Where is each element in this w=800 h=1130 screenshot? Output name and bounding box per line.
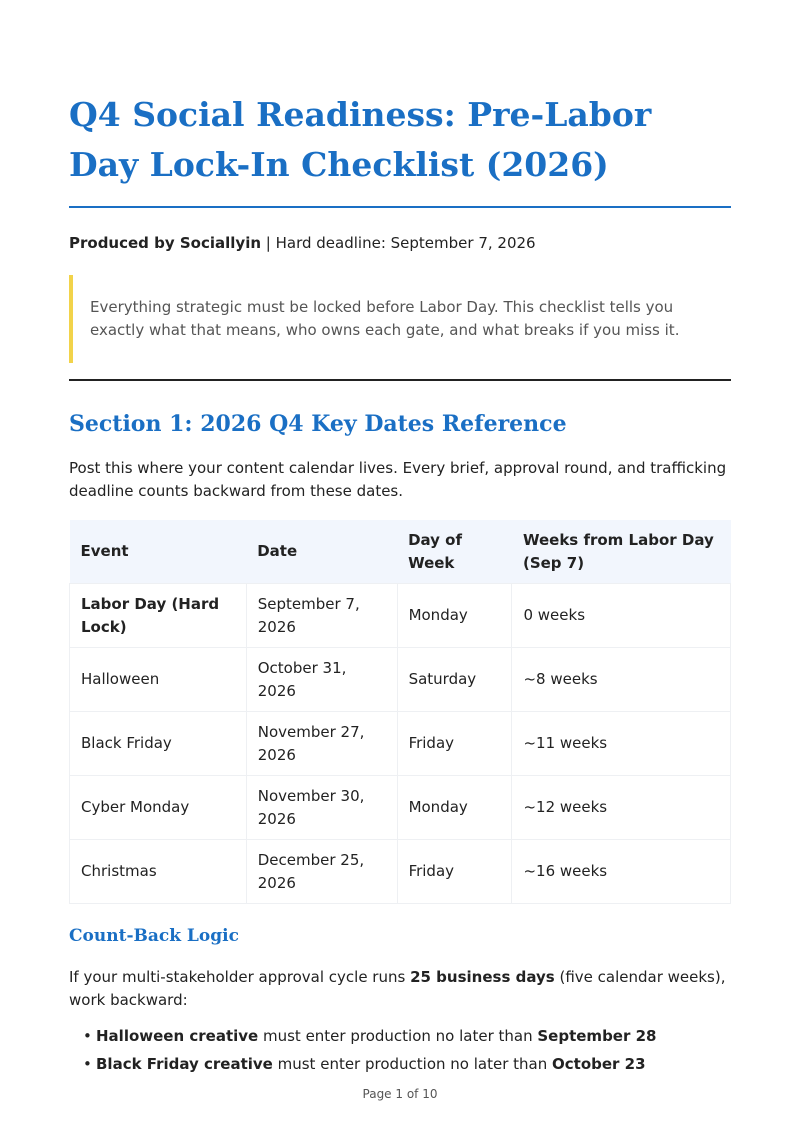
cell-day: Friday: [397, 840, 512, 904]
cell-event: Christmas: [70, 840, 247, 904]
cell-weeks: 0 weeks: [512, 584, 731, 648]
bullet-date: September 28: [537, 1027, 657, 1045]
countback-heading: Count-Back Logic: [69, 926, 239, 946]
bullet-icon: •: [83, 1027, 92, 1045]
list-item: [83, 1053, 731, 1076]
column-header-weeks: Weeks from Labor Day (Sep 7): [512, 520, 731, 584]
key-dates-table: [69, 520, 731, 904]
table-row: [70, 776, 731, 840]
cell-day: Monday: [397, 776, 512, 840]
bullet-icon: •: [83, 1055, 92, 1073]
column-header-day: Day of Week: [397, 520, 512, 584]
byline: [69, 232, 731, 254]
countback-text-end: (five calendar weeks), work backward:: [69, 968, 726, 1009]
table-row: [70, 840, 731, 904]
callout-quote: Everything strategic must be locked before Labor Day. This checklist tells you exactly what that means, who owns each gate, and what breaks if you miss it.: [69, 275, 731, 363]
cell-date: September 7, 2026: [246, 584, 397, 648]
column-header-event: Event: [70, 520, 247, 584]
cell-weeks: ~8 weeks: [512, 648, 731, 712]
cell-day: Monday: [397, 584, 512, 648]
bullet-subject: Black Friday creative: [96, 1055, 273, 1073]
page-title: Q4 Social Readiness: Pre-Labor Day Lock-In Checklist (2026): [69, 95, 652, 184]
section-1-heading: Section 1: 2026 Q4 Key Dates Reference: [69, 411, 567, 437]
byline-producer: Produced by Sociallyin: [69, 234, 262, 252]
cell-date: October 31, 2026: [246, 648, 397, 712]
bullet-date: October 23: [552, 1055, 646, 1073]
cell-event: Halloween: [70, 648, 247, 712]
countback-emphasis: 25 business days: [410, 968, 555, 986]
countback-text-start: If your multi-stakeholder approval cycle runs: [69, 968, 411, 986]
countback-list: [69, 1025, 731, 1076]
cell-date: December 25, 2026: [246, 840, 397, 904]
cell-weeks: ~16 weeks: [512, 840, 731, 904]
cell-weeks: ~12 weeks: [512, 776, 731, 840]
cell-event: Labor Day (Hard Lock): [70, 584, 247, 648]
list-item: [83, 1025, 731, 1048]
cell-date: November 27, 2026: [246, 712, 397, 776]
document-page: [69, 0, 731, 1081]
bullet-text: must enter production no later than: [258, 1027, 538, 1045]
cell-weeks: ~11 weeks: [512, 712, 731, 776]
table-row: [70, 584, 731, 648]
page-number: Page 1 of 10: [362, 1087, 438, 1101]
cell-day: Friday: [397, 712, 512, 776]
cell-date: November 30, 2026: [246, 776, 397, 840]
bullet-text: must enter production no later than: [272, 1055, 553, 1073]
table-header-row: [70, 520, 731, 584]
column-header-date: Date: [246, 520, 397, 584]
section-1-intro: Post this where your content calendar lives. Every brief, approval round, and trafficking deadline counts backward from these dates.: [69, 459, 727, 500]
table-row: [70, 648, 731, 712]
byline-deadline: | Hard deadline: September 7, 2026: [261, 234, 536, 252]
title-divider: [69, 206, 731, 208]
cell-day: Saturday: [397, 648, 512, 712]
table-row: [70, 712, 731, 776]
cell-event: Cyber Monday: [70, 776, 247, 840]
cell-event: Black Friday: [70, 712, 247, 776]
bullet-subject: Halloween creative: [96, 1027, 259, 1045]
countback-paragraph: [69, 966, 731, 1012]
